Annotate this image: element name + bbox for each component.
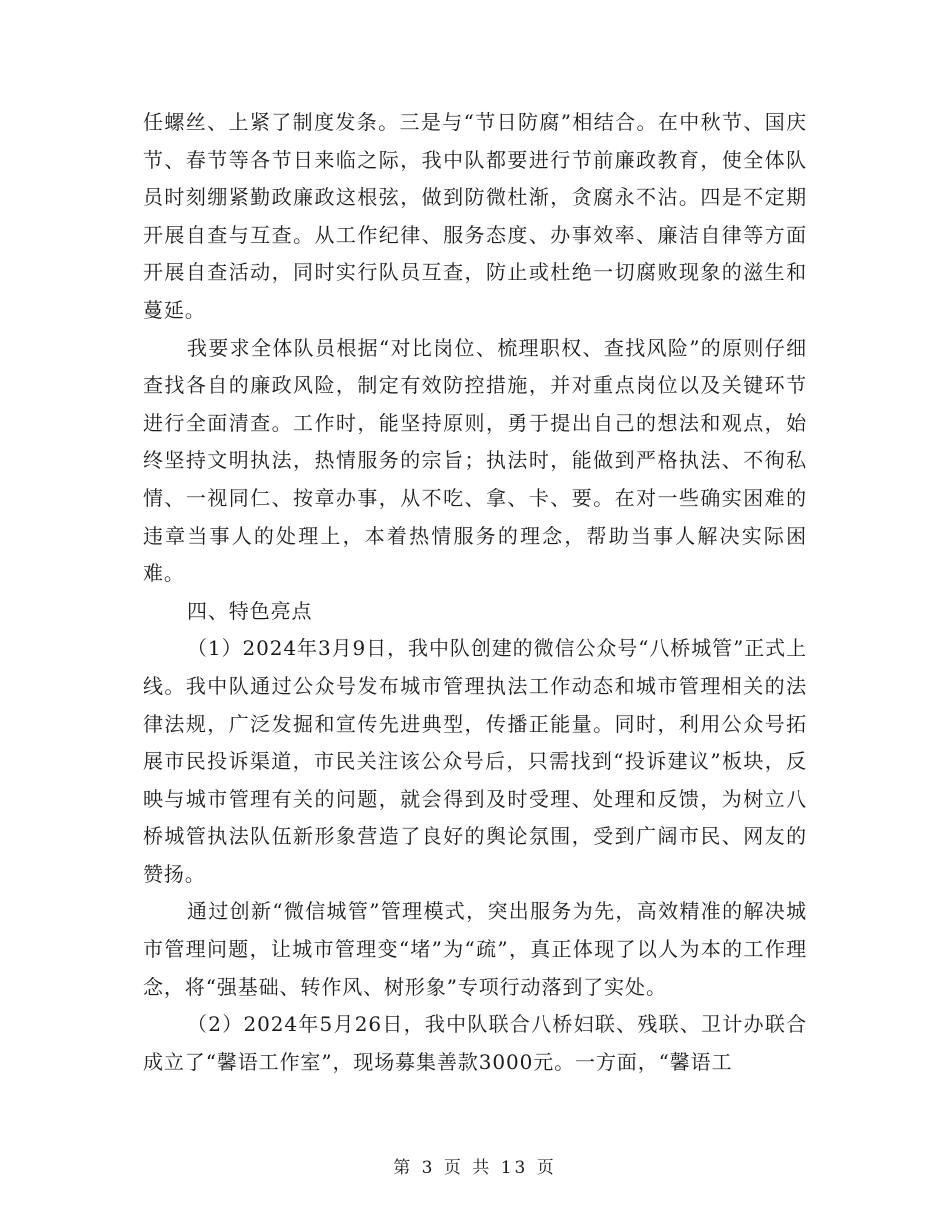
- paragraph-risk-check: 我要求全体队员根据“对比岗位、梳理职权、查找风险”的原则仔细查找各自的廉政风险，制定有效防控措施，并对重点岗位以及关键环节进行全面清查。工作时，能坚持原则，勇于提出自己的想法和观点，始终坚持文明执法，热情服务的宗旨；执法时，能做到严格执法、不徇私情、一视同仁、按章办事，从不吃、拿、卡、要。在对一些确实困难的违章当事人的处理上，本着热情服务的理念，帮助当事人解决实际困难。: [143, 335, 807, 586]
- section-heading-highlights: 四、特色亮点: [187, 598, 313, 623]
- paragraph-integrity-measures: 任螺丝、上紧了制度发条。三是与“节日防腐”相结合。在中秋节、国庆节、春节等各节日来临之际，我中队都要进行节前廉政教育，使全体队员时刻绷紧勤政廉政这根弦，做到防微杜渐，贪腐永不沾。四是不定期开展自查与互查。从工作纪律、服务态度、办事效率、廉洁自律等方面开展自查活动，同时实行队员互查，防止或杜绝一切腐败现象的滋生和蔓延。: [143, 110, 807, 322]
- document-body: [143, 104, 807, 1081]
- paragraph-xinyu-studio: （2）2024年5月26日，我中队联合八桥妇联、残联、卫计办联合成立了“馨语工作室”，现场募集善款3000元。一方面，“馨语工: [143, 1012, 807, 1074]
- paragraph-wechat-model: 通过创新“微信城管”管理模式，突出服务为先，高效精准的解决城市管理问题，让城市管理变“堵”为“疏”，真正体现了以人为本的工作理念，将“强基础、转作风、树形象”专项行动落到了实处。: [143, 899, 807, 999]
- paragraph-wechat-account: （1）2024年3月9日，我中队创建的微信公众号“八桥城管”正式上线。我中队通过公众号发布城市管理执法工作动态和城市管理相关的法律法规，广泛发掘和宣传先进典型，传播正能量。同时，利用公众号拓展市民投诉渠道，市民关注该公众号后，只需找到“投诉建议”板块，反映与城市管理有关的问题，就会得到及时受理、处理和反馈，为树立八桥城管执法队伍新形象营造了良好的舆论氛围，受到广阔市民、网友的赞扬。: [143, 636, 807, 886]
- page-number-footer: 第 3 页 共 13 页: [393, 1158, 557, 1178]
